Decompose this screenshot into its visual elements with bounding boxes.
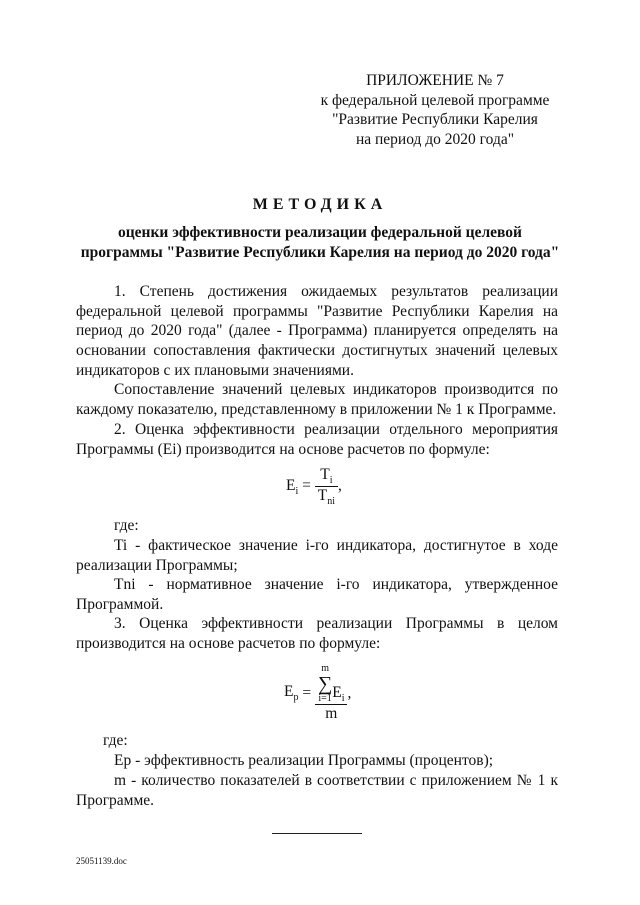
sum-operator: m ∑ i=1	[317, 663, 333, 704]
paragraph-4: 3. Оценка эффективности реализации Программы в целом производится на основе расчетов по формуле:	[76, 615, 558, 652]
appendix-line: "Развитие Республики Карелия	[332, 111, 538, 128]
file-name: 25051139.doc	[76, 856, 127, 866]
formula-denominator: $T_{ni}$	[317, 487, 335, 508]
paragraph-2: Сопоставление значений целевых индикаторов производится по каждому показателю, представленному в приложении № 1 к Программе.	[76, 381, 558, 418]
appendix-line: к федеральной целевой программе	[320, 91, 550, 109]
m-definition: m - количество показателей в соответствии с приложением № 1 к Программе.	[76, 772, 558, 809]
sigma-icon: ∑	[317, 673, 333, 695]
formula-equals: =	[302, 684, 312, 702]
formula-comma: ,	[338, 477, 342, 495]
where-label-2: где:	[103, 732, 128, 749]
document-title: МЕТОДИКА	[252, 196, 388, 213]
formula-ei	[286, 466, 342, 507]
ti-definition: Ti - фактическое значение i-го индикатора, достигнутое в ходе реализации Программы;	[76, 537, 558, 574]
formula-numerator: $T_i$	[315, 466, 338, 487]
subtitle-line: оценки эффективности реализации федеральной целевой	[118, 224, 522, 241]
subtitle-line: программы "Развитие Республики Карелия на период до 2020 года"	[80, 243, 560, 261]
formula-lhs: $E_i$	[286, 477, 299, 498]
formula-ep	[284, 664, 351, 723]
formula-denominator: m	[325, 705, 338, 722]
formula-numerator: m ∑ i=1 $E_i$	[315, 664, 348, 705]
paragraph-1: 1. Степень достижения ожидаемых результатов реализации федеральной целевой программы "Развитие Республики Карелия на период до 2020 года" (далее - Программа) планируется определять на основании сопоставления фактически достигнутых значений целевых индикаторов с их плановыми значениями.	[76, 283, 558, 379]
formula-comma: ,	[347, 684, 352, 702]
appendix-number: ПРИЛОЖЕНИЕ № 7	[366, 72, 504, 89]
formula-lhs: $E_p$	[284, 683, 299, 704]
where-label-1: где:	[114, 517, 139, 534]
formula-fraction	[315, 466, 338, 507]
end-rule	[272, 833, 362, 834]
tni-definition: Tni - нормативное значение i-го индикатора, утвержденное Программой.	[76, 576, 558, 613]
formula-fraction	[315, 664, 348, 723]
appendix-line: на период до 2020 года"	[355, 130, 515, 148]
formula-equals: =	[302, 477, 311, 495]
ep-definition: Eр - эффективность реализации Программы (процентов);	[114, 752, 494, 769]
paragraph-3: 2. Оценка эффективности реализации отдельного мероприятия Программы (Ei) производится на основе расчетов по формуле:	[76, 421, 558, 458]
appendix-header	[300, 71, 570, 149]
document-subtitle	[60, 223, 580, 262]
